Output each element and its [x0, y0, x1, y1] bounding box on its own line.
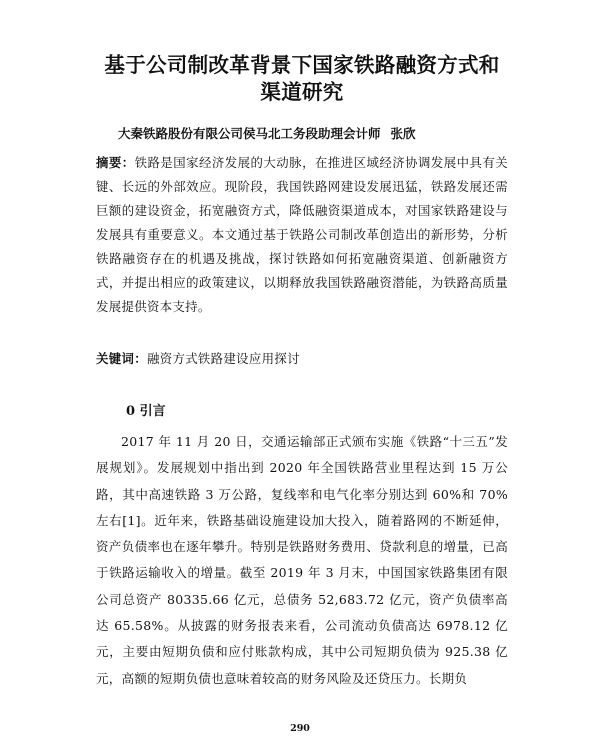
abstract-paragraph: [96, 151, 508, 319]
page-number: 290: [290, 723, 310, 734]
body-paragraph: 2017 年 11 月 20 日，交通运输部正式颁布实施《铁路“十三五”发展规划》。发展规划中指出到 2020 年全国铁路营业里程达到 15 万公路，其中高速铁路 3 万公路，复线率和电气化率分别达到 60%和 70%左右[1]。近年来，铁路基础设施建设加大投入，随着路网的不断延伸，资产负债率也在逐年攀升。特别是铁路财务费用、贷款利息的增量，已高于铁路运输收入的增量。截至 2019 年 3 月末，中国国家铁路集团有限公司总资产 80335.66 亿元，总债务 52,683.72 亿元，资产负债率高达 65.58%。从披露的财务报表来看，公司流动负债高达 6978.12 亿元，主要由短期负债和应付账款构成，其中公司短期负债为 925.38 亿元，高额的短期负债也意味着较高的财务风险及还贷压力。长期负: [96, 434, 508, 686]
article-title: 基于公司制改革背景下国家铁路融资方式和渠道研究: [104, 53, 500, 104]
keywords-text: 融资方式铁路建设应用探讨: [146, 351, 300, 366]
author-affiliation: 大秦铁路股份有限公司侯马北工务段助理会计师: [118, 126, 381, 141]
abstract-text: 铁路是国家经济发展的大动脉，在推进区域经济协调发展中具有关键、长远的外部效应。现阶段，我国铁路网建设发展迅猛，铁路发展还需巨额的建设资金，拓宽融资方式，降低融资渠道成本，对国家铁路建设与发展具有重要意义。本文通过基于铁路公司制改革创造出的新形势，分析铁路融资存在的机遇及挑战，探讨铁路如何拓宽融资渠道、创新融资方式，并提出相应的政策建议，以期释放我国铁路融资潜能，为铁路高质量发展提供资本支持。: [96, 155, 508, 314]
abstract-label: 摘要：: [96, 155, 135, 170]
author-name: 张欣: [390, 126, 416, 141]
keywords-line: [96, 349, 508, 369]
author-line: [118, 125, 548, 143]
keywords-label: 关键词：: [96, 351, 147, 366]
section-heading-introduction: 0 引言: [126, 404, 166, 419]
